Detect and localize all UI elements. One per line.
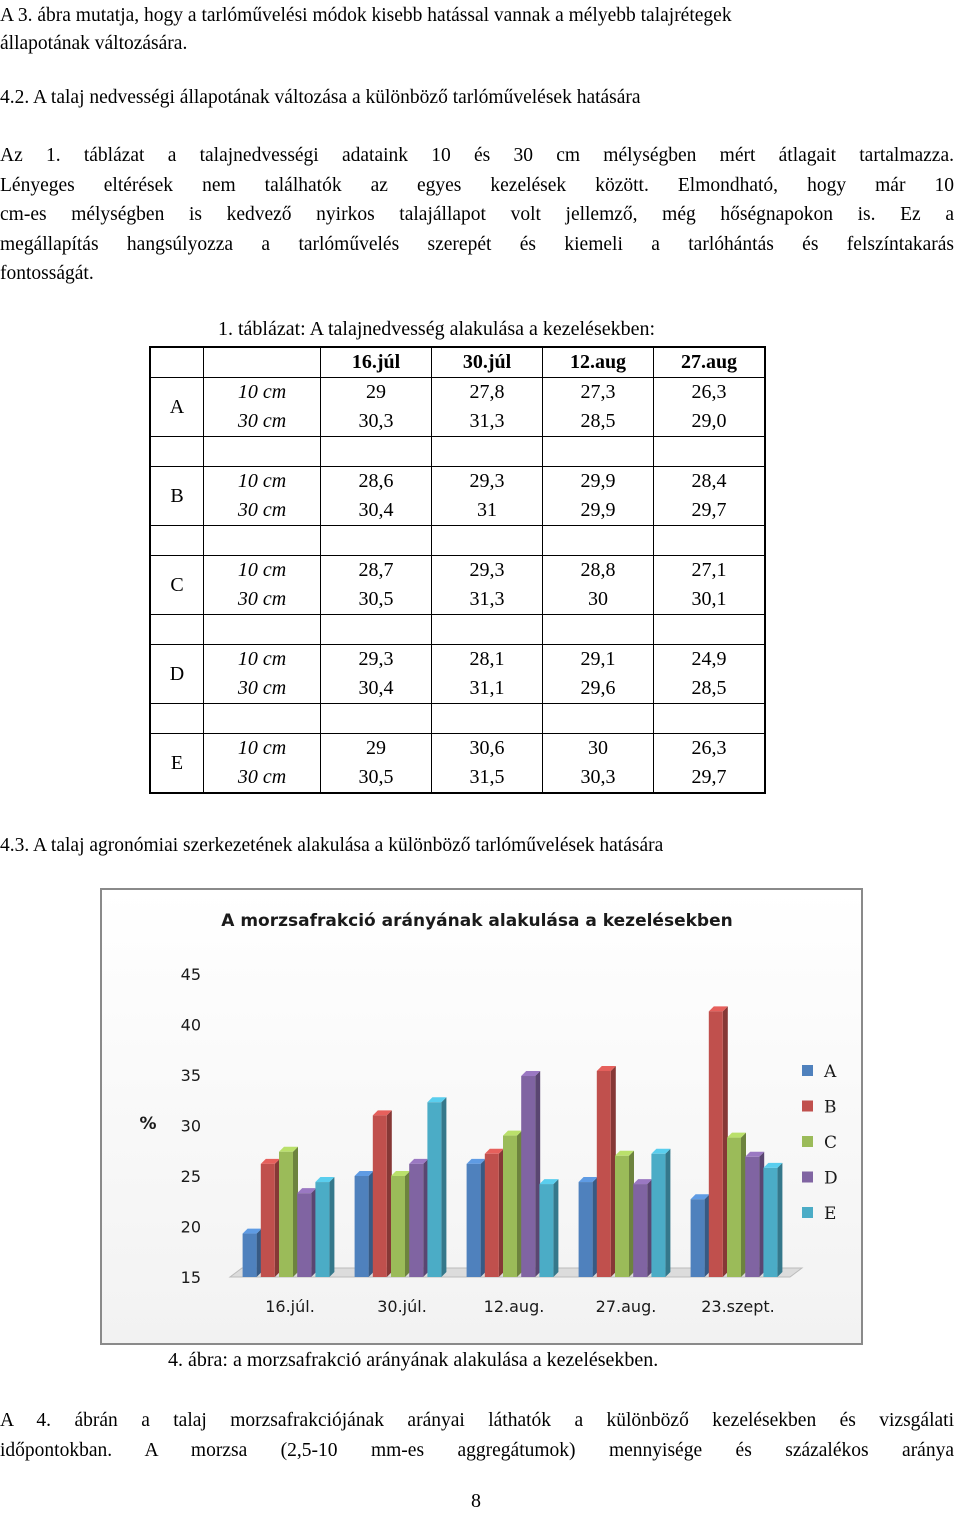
table-corner-cell [150, 347, 204, 378]
moisture-value: 30,1 [654, 585, 766, 615]
legend-label: B [824, 1097, 837, 1118]
bar-A [355, 1171, 374, 1277]
chart-title: A morzsafrakció arányának alakulása a kezelésekben [221, 911, 733, 931]
moisture-value: 31,3 [432, 585, 543, 615]
moisture-value: 30,6 [432, 734, 543, 764]
bar-side [777, 1163, 782, 1277]
table-spacer-row [150, 437, 765, 467]
legend-swatch [802, 1172, 813, 1183]
bar-front [521, 1076, 535, 1277]
bar-A [243, 1229, 262, 1277]
empty-cell [150, 615, 204, 645]
bar-front [691, 1199, 705, 1277]
table-header-row [150, 347, 765, 378]
moisture-value: 29,3 [432, 467, 543, 497]
depth-label: 10 cm [204, 645, 321, 675]
moisture-value: 28,1 [432, 645, 543, 675]
bar-front [243, 1234, 257, 1277]
moisture-value: 30 [543, 734, 654, 764]
bar-D [521, 1071, 540, 1277]
bar-front [297, 1193, 311, 1277]
bar-front [633, 1184, 647, 1277]
x-tick-label: 16.júl. [265, 1297, 315, 1316]
bar-C [615, 1151, 634, 1277]
bar-E [651, 1149, 670, 1277]
bar-E [427, 1097, 446, 1277]
bar-side [329, 1177, 334, 1277]
table-row [150, 378, 765, 408]
section-4-2-heading: 4.2. A talaj nedvességi állapotának változása a különböző tarlóművelések hatására [0, 87, 641, 108]
table-header-date: 16.júl [321, 347, 432, 378]
x-tick-label: 12.aug. [483, 1297, 545, 1316]
depth-label: 30 cm [204, 496, 321, 526]
bar-E [539, 1179, 558, 1277]
bar-front [763, 1168, 777, 1277]
y-axis-label: % [139, 1114, 157, 1134]
chart-frame [100, 888, 863, 1345]
bar-front [279, 1152, 293, 1277]
y-tick-label: 45 [180, 965, 201, 984]
moisture-value: 28,5 [654, 674, 766, 704]
moisture-value: 28,7 [321, 556, 432, 586]
paragraph-line: időpontokban. A morzsa (2,5-10 mm-es aggregátumok) mennyisége és százalékos aránya [0, 1439, 954, 1461]
x-tick-label: 23.szept. [701, 1297, 775, 1316]
bar-E [315, 1177, 334, 1277]
moisture-value: 26,3 [654, 378, 766, 408]
bar-A [579, 1177, 598, 1277]
table-row [150, 407, 765, 437]
empty-cell [654, 526, 766, 556]
bar-front [745, 1157, 759, 1277]
y-tick-label: 15 [180, 1268, 201, 1287]
bar-front [651, 1154, 665, 1277]
empty-cell [654, 437, 766, 467]
depth-label: 30 cm [204, 763, 321, 793]
legend-swatch [802, 1207, 813, 1218]
bar-front [709, 1011, 723, 1277]
bar-B [597, 1066, 616, 1277]
moisture-value: 27,3 [543, 378, 654, 408]
intro-line-1: A 3. ábra mutatja, hogy a tarlóművelési módok kisebb hatással vannak a mélyebb talajrétegek [0, 5, 732, 26]
bar-front [597, 1071, 611, 1277]
legend-label: E [824, 1204, 837, 1224]
moisture-value: 29,9 [543, 496, 654, 526]
paragraph-line: Az 1. táblázat a talajnedvességi adataink 10 és 30 cm mélységben mért átlagait tartalmazza. [0, 145, 954, 166]
empty-cell [321, 615, 432, 645]
legend-swatch [802, 1101, 813, 1112]
moisture-value: 28,6 [321, 467, 432, 497]
treatment-label: A [150, 378, 204, 437]
depth-label: 10 cm [204, 734, 321, 764]
bar-front [427, 1102, 441, 1277]
empty-cell [150, 526, 204, 556]
table-spacer-row [150, 704, 765, 734]
bar-front [503, 1136, 517, 1277]
treatment-label: D [150, 645, 204, 704]
x-tick-label: 30.júl. [377, 1297, 427, 1316]
x-tick-label: 27.aug. [595, 1297, 657, 1316]
moisture-value: 30,5 [321, 585, 432, 615]
moisture-value: 30,4 [321, 496, 432, 526]
moisture-value: 31,5 [432, 763, 543, 793]
moisture-value: 29,9 [543, 467, 654, 497]
y-tick-label: 30 [180, 1116, 201, 1136]
treatment-label: E [150, 734, 204, 794]
moisture-value: 24,9 [654, 645, 766, 675]
moisture-value: 28,5 [543, 407, 654, 437]
table-row [150, 645, 765, 675]
y-tick-label: 25 [180, 1167, 201, 1186]
depth-label: 10 cm [204, 556, 321, 586]
legend-label: C [824, 1133, 838, 1153]
paragraph-line: fontosságát. [0, 263, 94, 284]
treatment-label: B [150, 467, 204, 526]
bar-side [665, 1149, 670, 1277]
depth-label: 10 cm [204, 378, 321, 408]
moisture-value: 30,3 [321, 407, 432, 437]
moisture-value: 30,5 [321, 763, 432, 793]
page-number: 8 [471, 1490, 481, 1512]
table-spacer-row [150, 526, 765, 556]
bar-C [391, 1171, 410, 1277]
paragraph-line: Lényeges eltérések nem találhatók az egyes kezelések között. Elmondható, hogy már 10 [0, 174, 954, 196]
bar-front [467, 1164, 481, 1277]
legend-label: D [824, 1168, 838, 1189]
bar-front [485, 1154, 499, 1277]
bar-B [373, 1110, 392, 1277]
bar-B [485, 1149, 504, 1277]
bar-D [745, 1152, 764, 1277]
y-tick-label: 35 [180, 1066, 201, 1085]
bar-side [553, 1179, 558, 1277]
empty-cell [204, 526, 321, 556]
empty-cell [543, 704, 654, 734]
table-header-date: 30.júl [432, 347, 543, 378]
moisture-table [149, 346, 766, 794]
moisture-value: 30,4 [321, 674, 432, 704]
empty-cell [321, 437, 432, 467]
bar-D [409, 1159, 428, 1277]
depth-label: 30 cm [204, 674, 321, 704]
empty-cell [654, 615, 766, 645]
bar-front [355, 1176, 369, 1277]
moisture-value: 31,3 [432, 407, 543, 437]
bar-D [297, 1188, 316, 1277]
table-caption: 1. táblázat: A talajnedvesség alakulása a kezelésekben: [218, 318, 656, 340]
table-header-date: 27.aug [654, 347, 766, 378]
bar-C [279, 1147, 298, 1277]
table-row [150, 496, 765, 526]
y-tick-label: 20 [180, 1217, 201, 1237]
empty-cell [543, 615, 654, 645]
moisture-value: 30,3 [543, 763, 654, 793]
bar-front [615, 1156, 629, 1277]
bar-front [261, 1164, 275, 1277]
depth-label: 30 cm [204, 407, 321, 437]
moisture-value: 29,7 [654, 763, 766, 793]
empty-cell [321, 704, 432, 734]
moisture-value: 26,3 [654, 734, 766, 764]
paragraph-line: megállapítás hangsúlyozza a tarlóművelés szerepét és kiemeli a tarlóhántás és felszíntakarás [0, 233, 954, 255]
legend-swatch [802, 1065, 813, 1076]
bar-C [503, 1131, 522, 1277]
intro-line-2: állapotának változására. [0, 33, 188, 54]
y-tick-label: 40 [180, 1015, 201, 1035]
bar-front [409, 1164, 423, 1277]
empty-cell [150, 437, 204, 467]
moisture-value: 31,1 [432, 674, 543, 704]
table-header-date: 12.aug [543, 347, 654, 378]
empty-cell [543, 437, 654, 467]
moisture-value: 29,0 [654, 407, 766, 437]
table-row [150, 734, 765, 764]
table-row [150, 585, 765, 615]
bar-side [441, 1097, 446, 1277]
moisture-value: 29,3 [432, 556, 543, 586]
empty-cell [321, 526, 432, 556]
bar-front [727, 1138, 741, 1277]
bar-front [539, 1184, 553, 1277]
legend-label: A [824, 1062, 837, 1082]
bar-front [315, 1182, 329, 1277]
depth-label: 10 cm [204, 467, 321, 497]
moisture-value: 29,7 [654, 496, 766, 526]
bar-B [261, 1159, 280, 1277]
treatment-label: C [150, 556, 204, 615]
moisture-value: 29,1 [543, 645, 654, 675]
closing-paragraph [0, 1406, 954, 1465]
moisture-value: 28,4 [654, 467, 766, 497]
table-row [150, 467, 765, 497]
empty-cell [432, 437, 543, 467]
table-row [150, 674, 765, 704]
moisture-value: 29 [321, 734, 432, 764]
paragraph-line: cm-es mélységben is kedvező nyirkos talajállapot volt jellemző, még hőségnapokon is. Ez a [0, 204, 954, 225]
table-row [150, 763, 765, 793]
section-4-3-heading: 4.3. A talaj agronómiai szerkezetének alakulása a különböző tarlóművelések hatására [0, 835, 664, 856]
moisture-value: 31 [432, 496, 543, 526]
moisture-value: 29 [321, 378, 432, 408]
empty-cell [204, 704, 321, 734]
bar-B [709, 1006, 728, 1277]
section-4-2-paragraph [0, 141, 954, 289]
bar-A [467, 1159, 486, 1277]
empty-cell [204, 615, 321, 645]
crumb-fraction-chart [102, 890, 861, 1343]
legend-swatch [802, 1136, 813, 1147]
empty-cell [204, 437, 321, 467]
bar-D [633, 1179, 652, 1277]
table-row [150, 556, 765, 586]
empty-cell [432, 526, 543, 556]
depth-label: 30 cm [204, 585, 321, 615]
moisture-value: 27,8 [432, 378, 543, 408]
moisture-value: 30 [543, 585, 654, 615]
empty-cell [432, 615, 543, 645]
bar-E [763, 1163, 782, 1277]
moisture-value: 27,1 [654, 556, 766, 586]
bar-C [727, 1133, 746, 1277]
bar-front [391, 1176, 405, 1277]
table-corner-cell [204, 347, 321, 378]
empty-cell [150, 704, 204, 734]
empty-cell [654, 704, 766, 734]
table-spacer-row [150, 615, 765, 645]
figure-caption: 4. ábra: a morzsafrakció arányának alakulása a kezelésekben. [168, 1349, 659, 1371]
paragraph-line: A 4. ábrán a talaj morzsafrakciójának arányai láthatók a különböző kezelésekben és vizsgálati [0, 1410, 954, 1431]
empty-cell [432, 704, 543, 734]
bar-front [373, 1115, 387, 1277]
moisture-value: 29,3 [321, 645, 432, 675]
bar-front [579, 1182, 593, 1277]
empty-cell [543, 526, 654, 556]
moisture-value: 29,6 [543, 674, 654, 704]
moisture-value: 28,8 [543, 556, 654, 586]
bar-A [691, 1194, 710, 1277]
